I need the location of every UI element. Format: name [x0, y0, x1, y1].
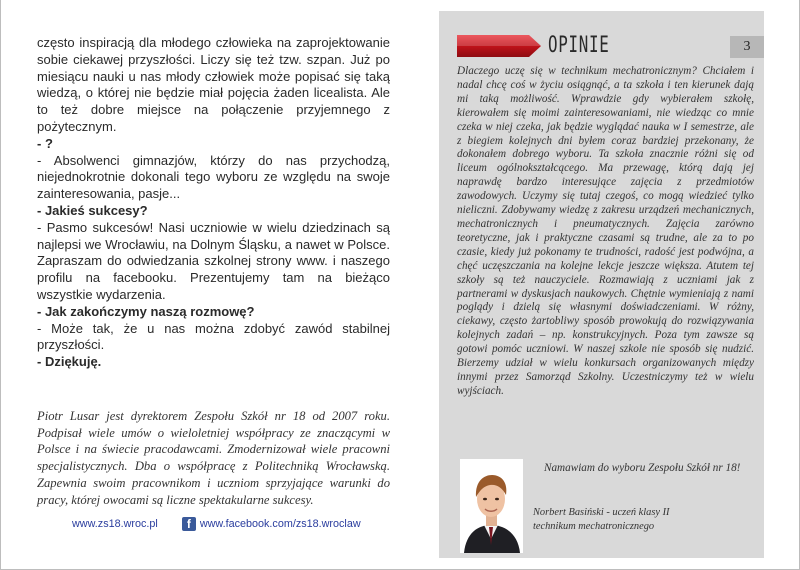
- interview-question: - Jakieś sukcesy?: [37, 202, 148, 218]
- interview-question: - ?: [37, 135, 53, 151]
- page-border-left: [0, 0, 1, 570]
- section-title: OPINIE: [548, 33, 610, 58]
- director-bio: Piotr Lusar jest dyrektorem Zespołu Szkół nr 18 od 2007 roku. Podpisał wiele umów o wieloletniej współpracy ze znaczącymi w Polsce i na świecie pracodawcami. Zmodernizował wiele pracowni specjalistycznych. Dba o współpracę z Politechniką Wrocławską. Zapewnia swoim pracownikom i uczniom sprzyjające warunki do pracy, której owocami są liczne spektakularne sukcesy.: [37, 409, 390, 507]
- interview-text: [37, 35, 390, 371]
- interview-question: - Jak zakończymy naszą rozmowę?: [37, 303, 255, 319]
- student-photo: [460, 459, 523, 553]
- interview-answer: - Pasmo sukcesów! Nasi uczniowie w wielu dziedzinach są najlepsi we Wrocławiu, na Dolnym Śląsku, a nawet w Polsce. Zapraszam do odwiedzania szkolnej strony www. i naszego profilu na facebooku. Prezentujemy tam na bieżąco wszystkie wydarzenia.: [37, 219, 390, 302]
- recommendation-tagline: Namawiam do wyboru Zespołu Szkół nr 18!: [544, 462, 741, 474]
- facebook-icon: [182, 517, 196, 531]
- interview-answer: - Może tak, że u nas można zdobyć zawód stabilnej przyszłości.: [37, 320, 390, 353]
- student-opinion-text: Dlaczego uczę się w technikum mechatronicznym? Chciałem i nadal chcę coś w życiu osiągnąć, a ta szkoła i ten kierunek dają mi taką możliwość. Wprawdzie gdy wybierałem szkołę, kierowałem się moimi zainteresowaniami, nie wiedząc co mnie czeka w niej czeka, jak będzie wyglądać nauka w I semestrze, ale z biegiem kolejnych dni byłem coraz bardziej przekonany, że dokonałem dobrego wyboru. Ta szkoła znacznie różni się od liceum ogólnokształcącego. Ma przewagę, którą dają jej naprawdę bardzo interesujące zajęcia z przedmiotów zawodowych. Uczymy się tutaj czegoś, co mogą wiedzieć tylko nieliczni. Zdobywamy wiedzę z zakresu urządzeń mechanicznych, mechatronicznych i pneumatycznych. Zajęcia zarówno teoretyczne, jak i praktyczne czasami są trudne, ale za to po czasie, kiedy już pokonamy te trudności, radość jest podwójna, a chęć uczęszczania na kolejne lekcje jeszcze większa. Atutem tej szkoły są też nauczyciele. Rozmawiają z uczniami jak z partnerami w dyskusjach naukowych. Chętnie wymieniają z nami poglądy i dzielą się własnymi doświadczeniami. W różny, ciekawy, często żartobliwy sposób prowokują do rozwiązywania kolejnych zadań – np. konstrukcyjnych. Poza tym zawsze są gotowi pomóc uczniowi. W naszej szkole nie sposób się nudzić. Bierzemy udział w wielu konkursach organizowanych między innymi przez Samorząd Szkolny. Uczestniczymy też w wielu wyjściach.: [457, 65, 754, 397]
- red-arrow-banner-icon: [457, 35, 541, 57]
- interview-column: [37, 35, 390, 371]
- interview-answer: często inspiracją dla młodego człowieka na zaprojektowanie sobie ciekawej przyszłości. Liczy się też tzw. szpan. Już po miesiącu nauki u nas młody człowiek może popisać się taką wiedzą, o której nie będzie miał pojęcia żaden licealista. Ale to też dobre miejsce na połączenie przyjemnego z pożytecznym.: [37, 35, 390, 134]
- author-role: technikum mechatronicznego: [533, 520, 655, 532]
- contact-links: [72, 515, 361, 533]
- website-link[interactable]: www.zs18.wroc.pl: [72, 518, 158, 530]
- page-number: 3: [730, 36, 764, 58]
- facebook-icon-letter: f: [186, 517, 191, 531]
- author-name: Norbert Basiński - uczeń klasy II: [533, 507, 670, 518]
- facebook-link[interactable]: www.facebook.com/zs18.wroclaw: [199, 518, 361, 530]
- student-portrait-image: [460, 459, 523, 553]
- opinion-panel: [439, 11, 764, 558]
- interview-answer: - Absolwenci gimnazjów, którzy do nas przychodzą, niejednokrotnie dokonali tego wyboru ze względu na swoje zainteresowania, pasje...: [37, 152, 390, 202]
- author-caption: [533, 506, 670, 533]
- interview-question: - Dziękuję.: [37, 354, 102, 370]
